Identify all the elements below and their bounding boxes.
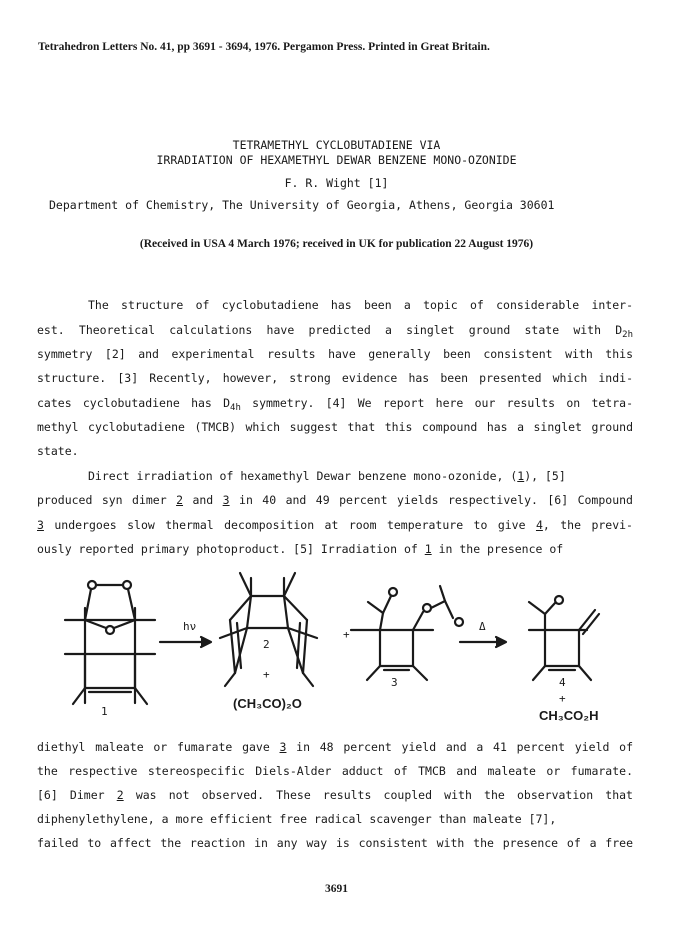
p2-line-4: ously reported primary photoproduct. [5] Irradiation of 1 in the presence of xyxy=(37,542,564,556)
heat-label: Δ xyxy=(479,620,486,633)
p2-line-3: 3 undergoes slow thermal decomposition at room temperature to give 4, the previ- xyxy=(37,518,633,532)
compound-1-label: 1 xyxy=(101,705,108,718)
page-number: 3691 xyxy=(325,883,348,895)
p3-line-4: diphenylethylene, a more efficient free radical scavenger than maleate [7], xyxy=(37,812,557,826)
acetic-acid-label: CH₃CO₂H xyxy=(539,708,599,723)
hv-arrow xyxy=(160,637,211,647)
hv-label: hν xyxy=(183,620,197,633)
affiliation: Department of Chemistry, The University of Georgia, Athens, Georgia 30601 xyxy=(49,198,555,212)
heat-arrow xyxy=(460,637,506,647)
compound-3-structure xyxy=(351,586,463,680)
p3-line-1: diethyl maleate or fumarate gave 3 in 48 percent yield and a 41 percent yield of xyxy=(37,740,633,754)
title-line-2: IRRADIATION OF HEXAMETHYL DEWAR BENZENE MONO-OZONIDE xyxy=(156,153,517,167)
acetic-anhydride-label: (CH₃CO)₂O xyxy=(233,696,302,711)
title-line-1: TETRAMETHYL CYCLOBUTADIENE VIA xyxy=(232,138,441,152)
p2-line-1: Direct irradiation of hexamethyl Dewar benzene mono-ozonide, (1), [5] xyxy=(88,469,566,483)
p1-line-1: The structure of cyclobutadiene has been a topic of considerable inter- xyxy=(88,298,633,312)
received-dates: (Received in USA 4 March 1976; received in UK for publication 22 August 1976) xyxy=(139,238,534,250)
reaction-scheme-drawing xyxy=(55,568,645,728)
p3-line-3: [6] Dimer 2 was not observed. These results coupled with the observation that xyxy=(37,788,633,802)
p1-line-2: est. Theoretical calculations have predicted a singlet ground state with $D_{2h}$ xyxy=(37,323,633,340)
reaction-scheme xyxy=(55,568,645,728)
p1-line-4: structure. [3] Recently, however, strong evidence has been presented which indi- xyxy=(37,371,633,385)
p3-line-2: the respective stereospecific Diels-Alder adduct of TMCB and maleate or fumarate. xyxy=(37,764,633,778)
author: F. R. Wight [1] xyxy=(284,176,389,190)
plus-sign: + xyxy=(343,628,350,641)
journal-header: Tetrahedron Letters No. 41, pp 3691 - 3694, 1976. Pergamon Press. Printed in Great Britain. xyxy=(38,41,490,53)
plus-sign-2: + xyxy=(263,668,270,681)
compound-1-structure xyxy=(65,581,155,704)
plus-sign-3: + xyxy=(559,692,566,705)
compound-4-structure xyxy=(529,596,599,680)
compound-2-label: 2 xyxy=(263,638,270,651)
p1-line-6: methyl cyclobutadiene (TMCB) which suggest that this compound has a singlet ground xyxy=(37,420,633,434)
p1-line-7: state. xyxy=(37,444,79,458)
compound-4-label: 4 xyxy=(559,676,566,689)
p3-line-5: failed to affect the reaction in any way is consistent with the presence of a free xyxy=(37,836,633,850)
p2-line-2: produced syn dimer 2 and 3 in 40 and 49 percent yields respectively. [6] Compound xyxy=(37,493,633,507)
p1-line-3: symmetry [2] and experimental results have generally been consistent with this xyxy=(37,347,633,361)
p1-line-5: cates cyclobutadiene has $D_{4h}$ symmetry. [4] We report here our results on tetra- xyxy=(37,396,633,413)
compound-3-label: 3 xyxy=(391,676,398,689)
